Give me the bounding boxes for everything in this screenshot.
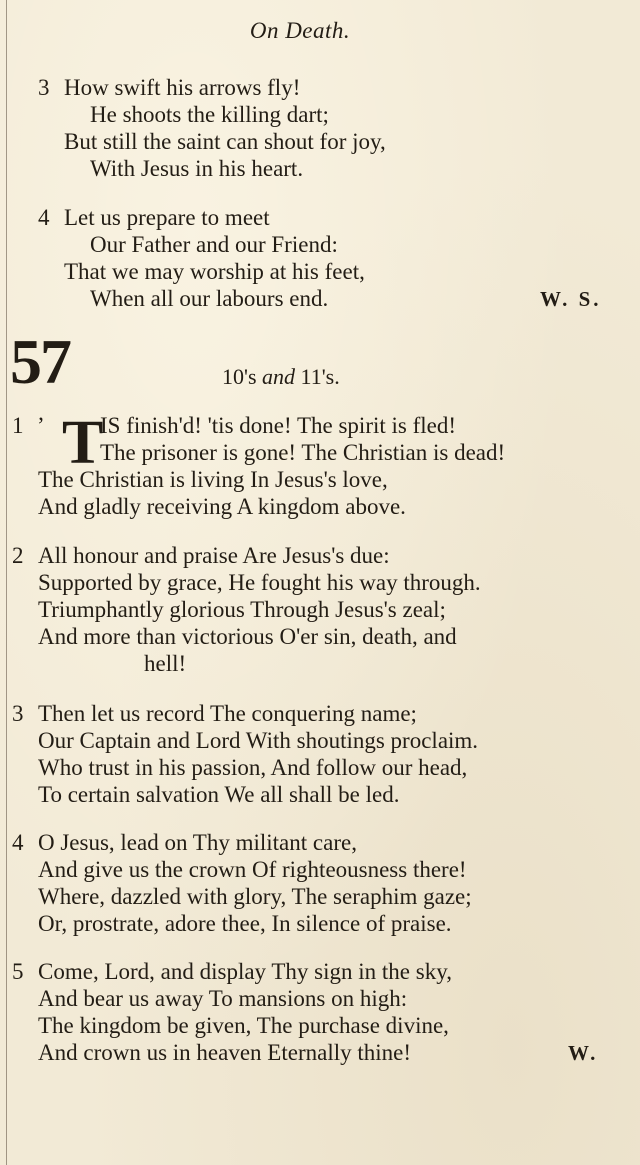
verse-line: And more than victorious O'er sin, death, and: [38, 624, 457, 649]
verse-number: 3: [12, 701, 24, 726]
hymn-number: 57: [10, 326, 70, 397]
verse-line: To certain salvation We all shall be led.: [38, 782, 400, 807]
verse-line: Where, dazzled with glory, The seraphim gaze;: [38, 884, 472, 909]
verse-line: And crown us in heaven Eternally thine!: [38, 1040, 411, 1065]
verse-line: All honour and praise Are Jesus's due:: [38, 543, 390, 568]
hymn-meter: [222, 364, 340, 390]
author-signature: W. S.: [540, 287, 602, 311]
verse-number: 5: [12, 959, 24, 984]
verse-line: O Jesus, lead on Thy militant care,: [38, 830, 357, 855]
author-signature: W.: [568, 1041, 599, 1065]
verse-line: He shoots the killing dart;: [90, 102, 329, 127]
verse-line: How swift his arrows fly!: [64, 75, 301, 100]
verse-line: And gladly receiving A kingdom above.: [38, 494, 406, 519]
verse-line: Come, Lord, and display Thy sign in the sky,: [38, 959, 452, 984]
verse-line: Who trust in his passion, And follow our head,: [38, 755, 468, 780]
verse-line: Our Father and our Friend:: [90, 232, 338, 257]
verse-line: And bear us away To mansions on high:: [38, 986, 408, 1011]
verse-number: 2: [12, 543, 24, 568]
verse-line: With Jesus in his heart.: [90, 156, 304, 181]
verse-number: 4: [12, 830, 24, 855]
verse-number: 4: [38, 205, 50, 230]
verse-line: When all our labours end.: [90, 286, 329, 311]
verse-line: Or, prostrate, adore thee, In silence of praise.: [38, 911, 452, 936]
verse-line: The Christian is living In Jesus's love,: [38, 467, 388, 492]
verse-number: 3: [38, 75, 50, 100]
verse-line: IS finish'd! 'tis done! The spirit is fled!: [100, 413, 457, 438]
verse-line: Our Captain and Lord With shoutings proclaim.: [38, 728, 479, 753]
verse-line: hell!: [144, 651, 187, 676]
verse-line: The prisoner is gone! The Christian is dead!: [100, 440, 506, 465]
verse-line: That we may worship at his feet,: [64, 259, 365, 284]
verse-line: Then let us record The conquering name;: [38, 701, 417, 726]
running-header: On Death.: [249, 18, 351, 43]
verse-line: And give us the crown Of righteousness there!: [38, 857, 467, 882]
meter-second: 11's.: [300, 364, 340, 389]
verse-number: 1: [12, 413, 24, 438]
opening-apostrophe: ’: [37, 413, 45, 438]
verse-line: But still the saint can shout for joy,: [64, 129, 386, 154]
verse-line: Supported by grace, He fought his way through.: [38, 570, 481, 595]
drop-cap: T: [62, 409, 104, 477]
verse-line: The kingdom be given, The purchase divine,: [38, 1013, 449, 1038]
verse-line: Triumphantly glorious Through Jesus's zeal;: [38, 597, 446, 622]
meter-first: 10's: [222, 364, 257, 389]
verse-line: Let us prepare to meet: [64, 205, 270, 230]
page-edge-line: [6, 0, 7, 1165]
meter-and: and: [262, 364, 296, 389]
